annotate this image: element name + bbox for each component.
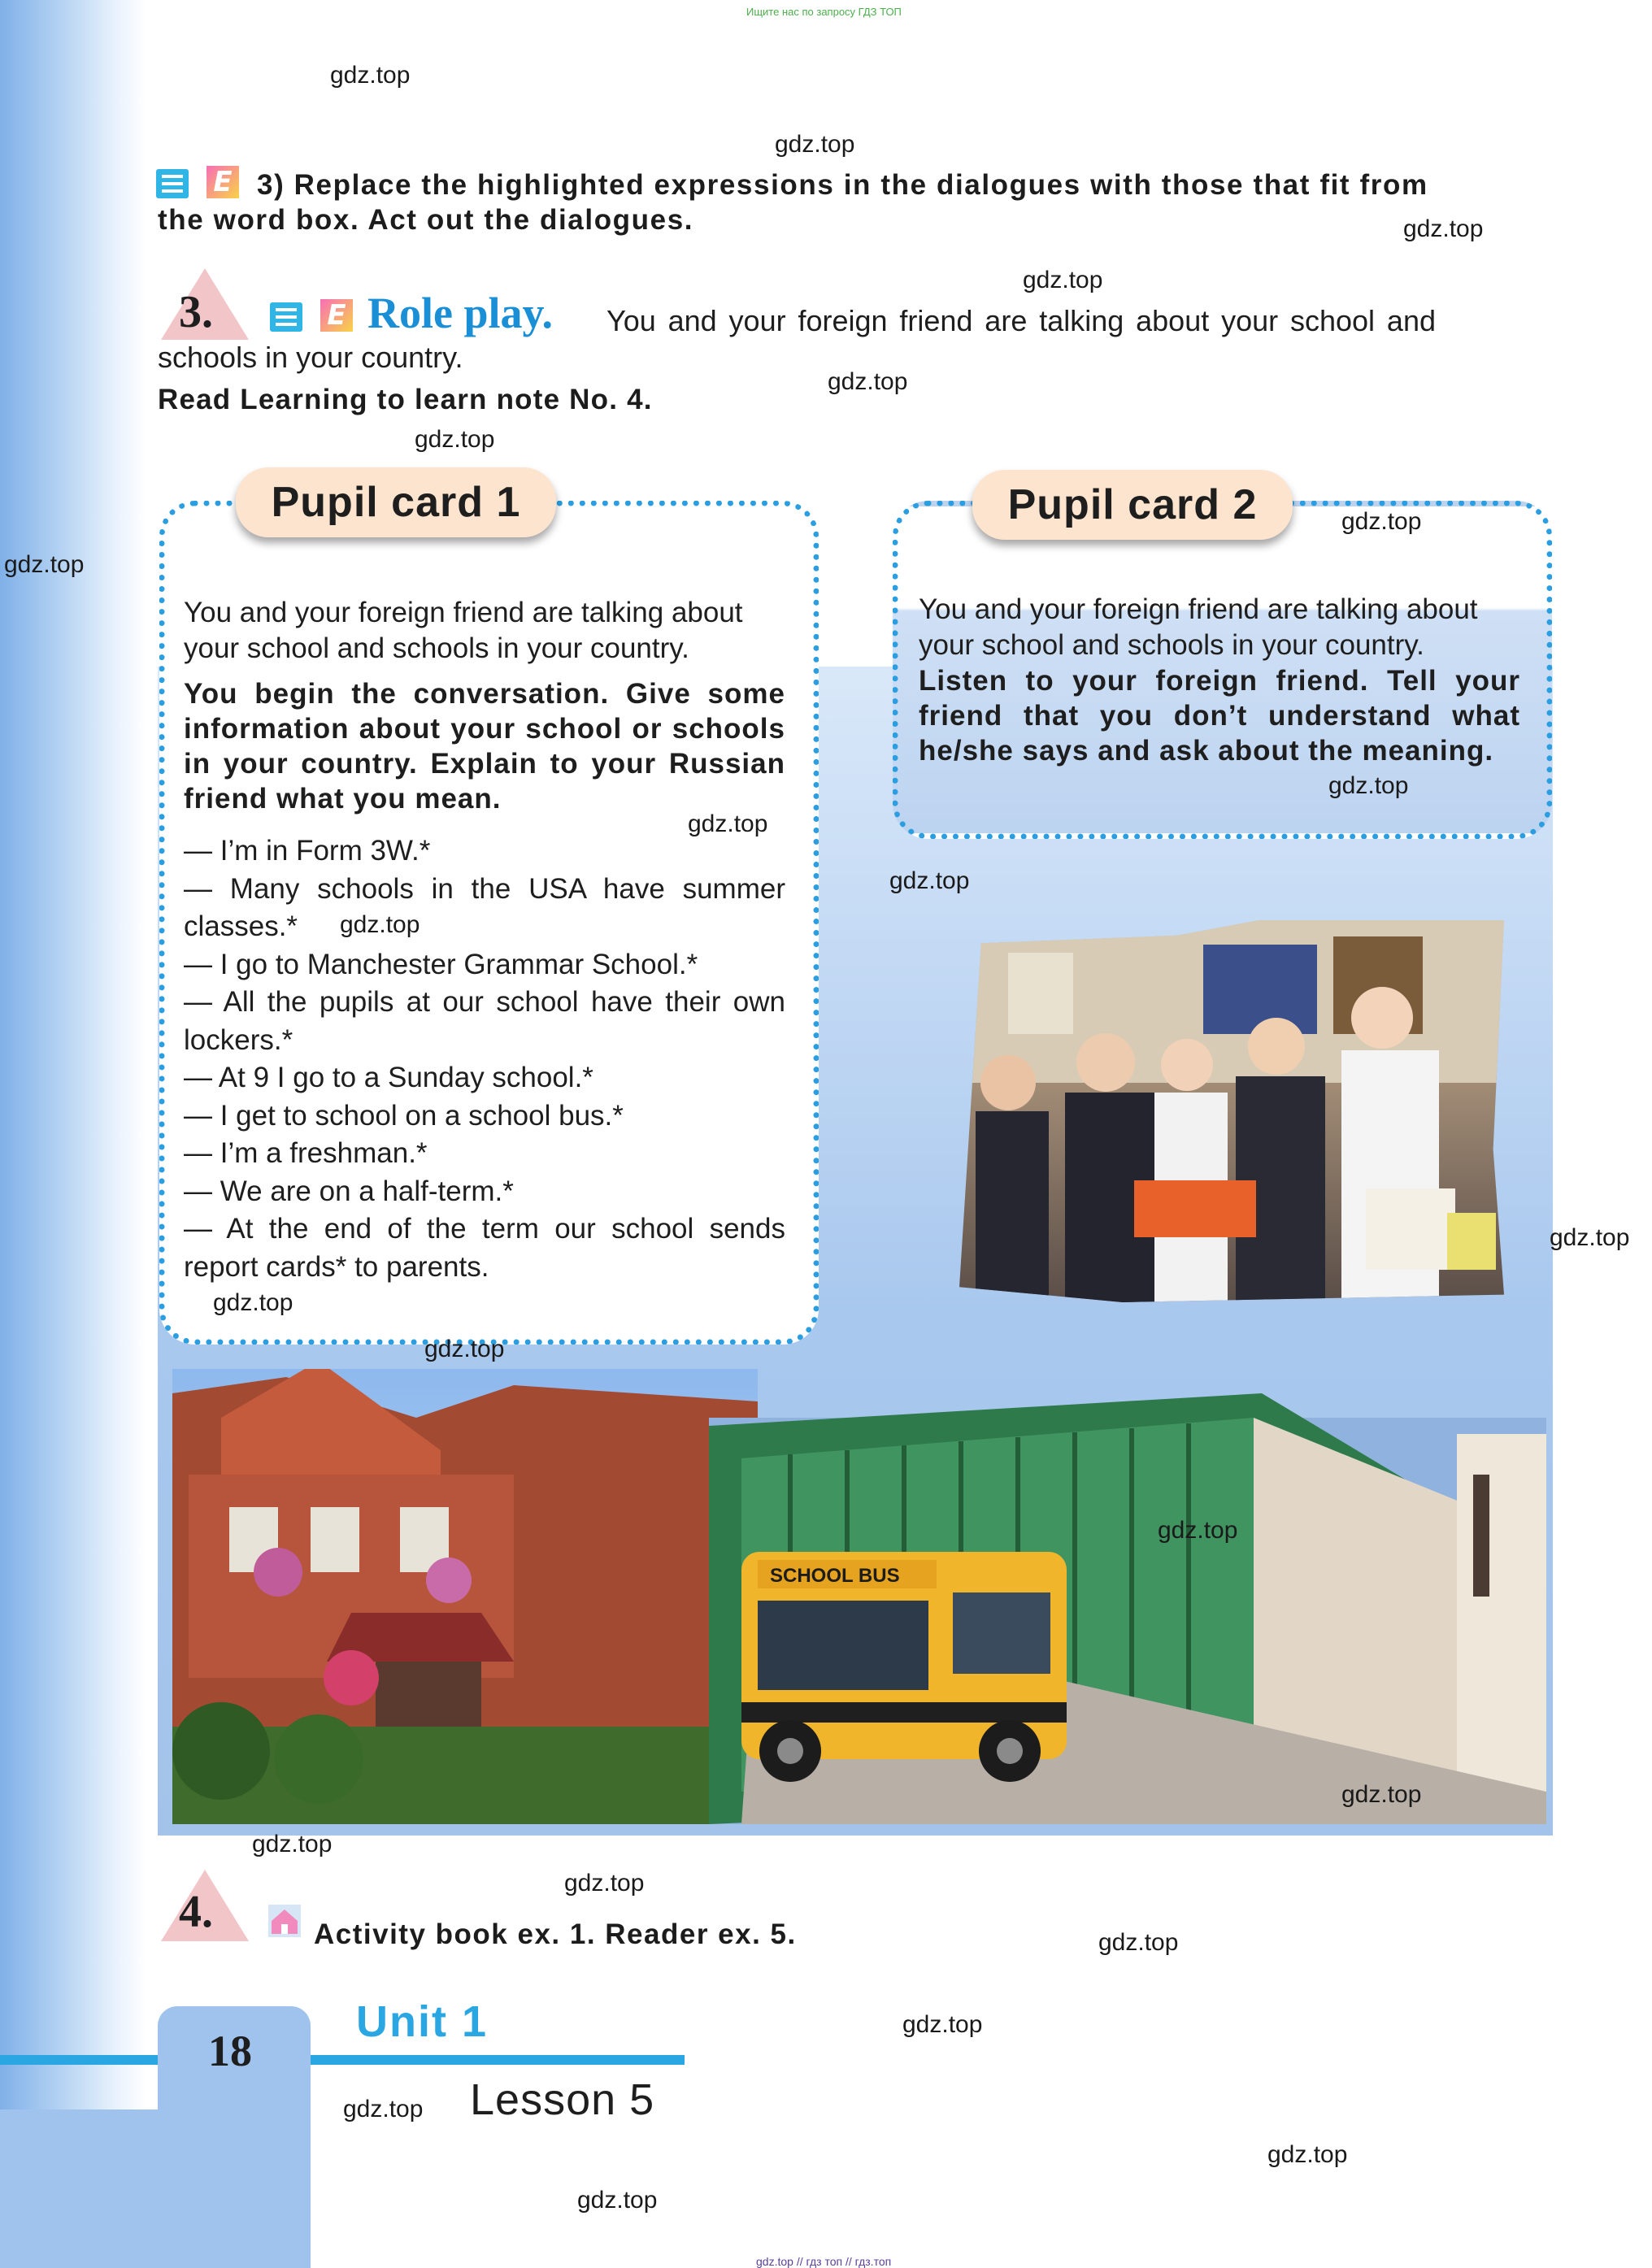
pupil-card-2-intro: You and your foreign friend are talking about your school and schools in your country.	[919, 593, 1478, 661]
unit-title: Unit 1	[356, 1997, 489, 2046]
list-item: — I’m in Form 3W.*	[184, 835, 431, 867]
e-icon: E	[320, 299, 353, 332]
watermark: gdz.top	[343, 2096, 424, 2122]
classroom-photo	[959, 920, 1504, 1302]
list-item: — All the pupils at our school have their own lockers.*	[184, 986, 785, 1056]
footer-note: gdz.top // гдз топ // гдз.топ	[756, 2255, 892, 2268]
watermark: gdz.top	[828, 368, 908, 395]
watermark: gdz.top	[1341, 508, 1422, 535]
header-note: Ищите нас по запросу ГДЗ ТОП	[746, 6, 902, 18]
watermark: gdz.top	[252, 1831, 333, 1857]
exercise4-number: 4.	[179, 1887, 213, 1937]
watermark: gdz.top	[213, 1289, 293, 1316]
watermark: gdz.top	[889, 867, 970, 894]
list-item: — I go to Manchester Grammar School.*	[184, 948, 698, 980]
pupil-card-2-label: Pupil card 2	[972, 470, 1293, 540]
house-icon	[268, 1905, 301, 1937]
pupil-card-1-list	[184, 832, 785, 1286]
watermark: gdz.top	[902, 2011, 983, 2038]
watermark: gdz.top	[1098, 1929, 1179, 1956]
exercise3-text: You and your foreign friend are talking about your school and schools in your country.	[158, 304, 1436, 374]
watermark: gdz.top	[1341, 1781, 1422, 1808]
task3-sub-text: Replace the highlighted expressions in the dialogues with those that fit from the word box. Act out the dialogues.	[158, 169, 1428, 236]
list-item: — I’m a freshman.*	[184, 1137, 428, 1169]
pupil-card-1-label: Pupil card 1	[236, 467, 556, 537]
watermark: gdz.top	[424, 1336, 505, 1362]
watermark: gdz.top	[577, 2187, 658, 2214]
watermark: gdz.top	[1158, 1517, 1238, 1544]
task3-sub-number: 3)	[257, 169, 285, 201]
list-item: — Many schools in the USA have summer classes.*	[184, 872, 785, 942]
list-item: — We are on a half-term.*	[184, 1175, 514, 1207]
school-collage-photo	[172, 1369, 1546, 1824]
exercise4-text: Activity book ex. 1. Reader ex. 5.	[314, 1918, 797, 1950]
page-number-tab	[0, 2109, 163, 2268]
task3-sub-instructions	[158, 167, 1436, 237]
watermark: gdz.top	[564, 1870, 645, 1897]
watermark: gdz.top	[1550, 1224, 1630, 1251]
watermark: gdz.top	[688, 810, 768, 837]
page-number: 18	[208, 2027, 252, 2075]
watermark: gdz.top	[1023, 267, 1103, 293]
list-item: — I get to school on a school bus.*	[184, 1099, 624, 1132]
watermark: gdz.top	[1267, 2141, 1348, 2168]
exercise3-title: Role play.	[367, 289, 554, 337]
watermark: gdz.top	[330, 62, 411, 89]
watermark: gdz.top	[1328, 772, 1409, 799]
watermark: gdz.top	[4, 551, 85, 578]
watermark: gdz.top	[415, 426, 495, 453]
list-item: — At the end of the term our school sends report cards* to parents.	[184, 1213, 785, 1283]
footer-rule	[0, 2055, 685, 2065]
watermark: gdz.top	[1403, 215, 1484, 242]
watermark: gdz.top	[340, 911, 420, 938]
e-icon: E	[206, 166, 239, 198]
lesson-title: Lesson 5	[470, 2075, 655, 2124]
pupil-card-1-intro: You and your foreign friend are talking about your school and schools in your country.	[184, 597, 743, 664]
bus-sign: SCHOOL BUS	[770, 1565, 900, 1587]
pupil-card-2-task: Listen to your foreign friend. Tell your friend that you don’t understand what he/she says and ask about the meaning.	[919, 665, 1520, 767]
list-item: — At 9 I go to a Sunday school.*	[184, 1062, 593, 1093]
exercise3-note: Read Learning to learn note No. 4.	[158, 384, 653, 415]
watermark: gdz.top	[775, 131, 855, 158]
exercise3-number: 3.	[179, 287, 213, 337]
pupil-card-1-task: You begin the conversation. Give some information about your school or schools in your country. Explain to your Russian friend what you mean.	[184, 678, 785, 815]
left-margin-strip	[0, 0, 146, 2268]
